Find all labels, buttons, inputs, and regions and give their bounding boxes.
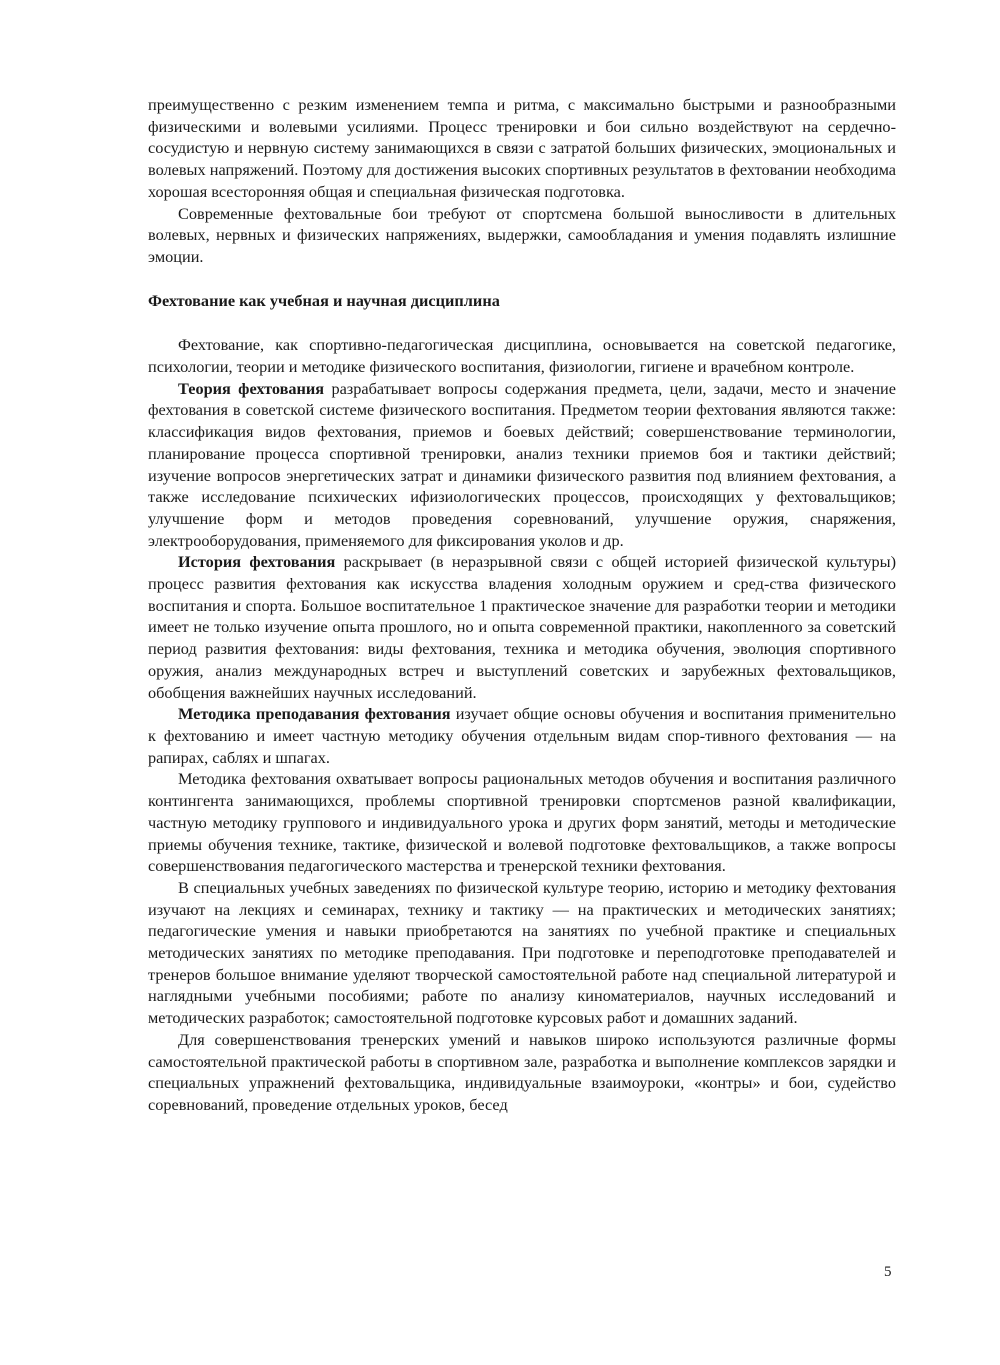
section-heading: Фехтование как учебная и научная дисциплина — [148, 290, 500, 310]
paragraph-teaching-method-text: изучает общие основы обучения и воспитания применительно к фехтованию и имеет частную методику обучения отдельным видам спор-тивного фехтования — на рапирах, саблях и шпагах. — [148, 704, 896, 767]
term-history: История фехтования — [178, 552, 336, 572]
page-body — [148, 94, 896, 1116]
paragraph-theory-text: разрабатывает вопросы содержания предмета, цели, задачи, место и значение фехтования в советской системе физического воспитания. Предметом теории фехтования являются также: классификация видов фехтования, приемов и боевых действий; совершенствование терминологии, планирование процесса спортивной тренировки, анализ техники приемов боя и тактики действий; изучение вопросов энергетических затрат и динамики физического развития под влиянием фехтования, а также исследование психических ифизиологических процессов, происходящих у фехтовальщиков; улучшение форм и методов проведения соревнований, улучшение оружия, снаряжения, электрооборудования, применяемого для фиксирования уколов и др. — [148, 378, 896, 550]
paragraph-special-schools: В специальных учебных заведениях по физической культуре теорию, историю и методику фехтования изучают на лекциях и семинарах, технику и тактику — на практических и методических занятиях; педагогические умения и навыки приобретаются на занятиях по учебной практике и специальных методических занятиях по методике преподавания. При подготовке и переподготовке преподавателей и тренеров большое внимание уделяют творческой самостоятельной работе над специальной литературой и наглядными учебными пособиями; работе по анализу киноматериалов, научных исследований и методических разработок; самостоятельной подготовке курсовых работ и домашних заданий. — [148, 877, 896, 1028]
paragraph-endurance: Современные фехтовальные бои требуют от спортсмена большой выносливости в длительных волевых, нервных и физических напряжениях, выдержки, самообладания и умения подавлять излишние эмоции. — [148, 203, 896, 266]
term-teaching-method: Методика преподавания фехтования — [178, 704, 451, 724]
paragraph-teaching-method — [148, 703, 896, 768]
paragraph-history-text: раскрывает (в неразрывной связи с общей историей физической культуры) процесс развития фехтования как искусства владения холодным оружием и сред-ства физического воспитания и спорта. Большое воспитательное 1 практическое значение для разработки теории и методики имеет не только изучение опыта прошлого, но и опыта современной практики, накопленного за советский период развития фехтования: виды фехтования, техника и методика обучения, эволюция спортивного оружия, анализ международных встреч и выступлений советских и зарубежных фехтовальщиков, обобщения важнейших научных исследований. — [148, 552, 896, 702]
paragraph-methodology: Методика фехтования охватывает вопросы рациональных методов обучения и воспитания различного контингента занимающихся, проблемы спортивной тренировки спортсменов разной квалификации, частную методику группового и индивидуального урока и других форм занятий, методы и методические приемы обучения технике, тактике, физической и волевой подготовке фехтовальщиков, а также вопросы совершенствования педагогического мастерства и тренерской техники фехтования. — [148, 769, 896, 876]
term-theory: Теория фехтования — [178, 378, 325, 398]
paragraph-history — [148, 551, 896, 703]
paragraph-theory — [148, 378, 896, 552]
page-number: 5 — [884, 1264, 892, 1280]
paragraph-coaching-skills: Для совершенствования тренерских умений и навыков широко используются различные формы самостоятельной практической работы в спортивном зале, разработка и выполнение комплексов зарядки и специальных упражнений фехтовальщика, индивидуальные взаимоуроки, «контры» и бои, судейство соревнований, проведение отдельных уроков, бесед — [148, 1029, 896, 1114]
paragraph-discipline-basis: Фехтование, как спортивно-педагогическая дисциплина, основывается на советской педагогике, психологии, теории и методике физического воспитания, физиологии, гигиене и врачебном контроле. — [148, 335, 896, 377]
paragraph-continued: преимущественно с резким изменением темпа и ритма, с максимально быстрыми и разнообразными физическими и волевыми усилиями. Процесс тренировки и бои сильно воздействуют на сердечно-сосудистую и нервную систему занимающихся в связи с затратой больших физических, эмоциональных и волевых напряжений. Поэтому для достижения высоких спортивных результатов в фехтовании необходима хорошая всесторонняя общая и специальная физическая подготовка. — [148, 95, 896, 201]
